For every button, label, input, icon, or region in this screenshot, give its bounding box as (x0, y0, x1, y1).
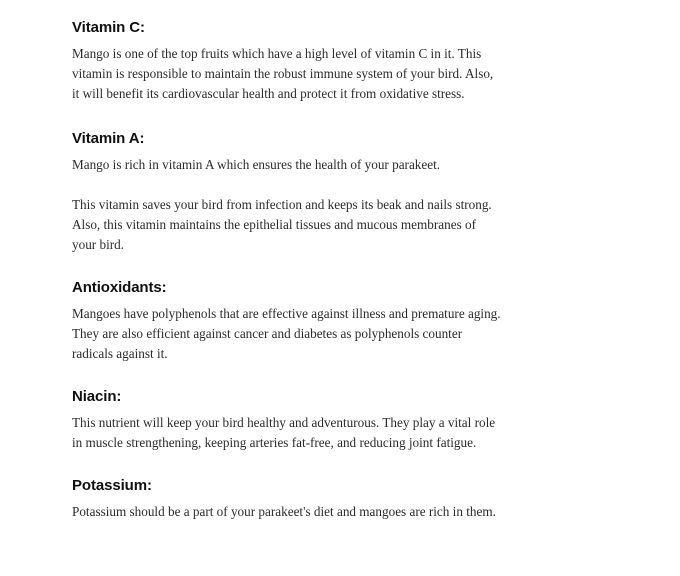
section-vitamin-c (72, 18, 502, 104)
section-antioxidants (72, 278, 502, 364)
article-body (72, 18, 502, 522)
section-heading: Vitamin C: (72, 19, 145, 36)
section-heading: Potassium: (72, 477, 152, 494)
section-paragraph: Potassium should be a part of your parakeet's diet and mangoes are rich in them. (72, 504, 496, 519)
section-heading: Niacin: (72, 388, 122, 405)
section-heading: Antioxidants: (72, 279, 167, 296)
section-potassium (72, 476, 502, 522)
section-paragraph: This nutrient will keep your bird healthy and adventurous. They play a vital role in muscle strengthening, keeping arteries fat-free, and reducing joint fatigue. (72, 415, 496, 450)
section-niacin (72, 387, 502, 453)
section-paragraph: Mangoes have polyphenols that are effective against illness and premature aging. They are also efficient against cancer and diabetes as polyphenols counter radicals against it. (72, 306, 501, 361)
section-paragraph: Mango is rich in vitamin A which ensures the health of your parakeet. (72, 157, 441, 172)
section-paragraph: Mango is one of the top fruits which have a high level of vitamin C in it. This vitamin is responsible to maintain the robust immune system of your bird. Also, it will benefit its cardiovascular health and protect it from oxidative stress. (72, 46, 494, 101)
section-paragraph: This vitamin saves your bird from infection and keeps its beak and nails strong. Also, this vitamin maintains the epithelial tissues and mucous membranes of your bird. (72, 197, 492, 252)
section-heading: Vitamin A: (72, 130, 145, 147)
section-vitamin-a (72, 129, 502, 255)
